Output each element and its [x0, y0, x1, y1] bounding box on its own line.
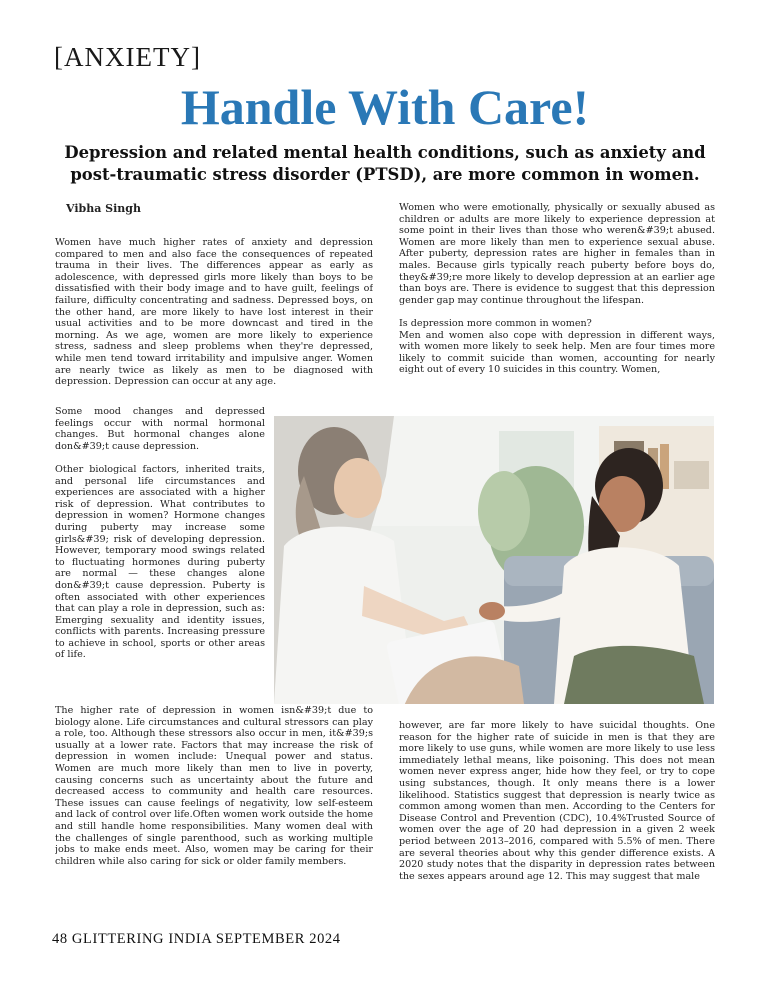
article-deck: Depression and related mental health conditions, such as anxiety and post-traumatic stress disorder (PTSD), are more common in women.	[64, 143, 706, 184]
body-column-right-top	[399, 202, 715, 408]
body-paragraph: however, are far more likely to have suicidal thoughts. One reason for the higher rate of suicide in men is that they are more likely to use guns, while women are more likely to use less immediately lethal means, like poisoning. This does not mean women never express anger, hide how they feel, or try to cope using substances, though. It only means there is a lower likelihood. Statistics suggest that depression is nearly twice as common among women than men. According to the Centers for Disease Control and Prevention (CDC), 10.4%Trusted Source of women over the age of 20 had depression in a given 2 week period between 2013–2016, compared with 5.5% of men. There are several theories about why this gender difference exists. A 2020 study notes that the disparity in depression rates between the sexes appears around age 12. This may suggest that male	[399, 720, 715, 882]
body-column-left-top	[55, 237, 373, 413]
body-paragraph: Other biological factors, inherited traits, and personal life circumstances and experiences are associated with a higher risk of depression. What contributes to depression in women? Hormone changes during puberty may increase some girls&#39; risk of developing depression. However, temporary mood swings related to fluctuating hormones during puberty are normal — these changes alone don&#39;t cause depression. Puberty is often associated with other experiences that can play a role in depression, such as: Emerging sexuality and identity issues, conflicts with parents. Increasing pressure to achieve in school, sports or other areas of life.	[55, 463, 265, 661]
subheading: Is depression more common in women?	[399, 317, 592, 329]
section-tag: [ANXIETY]	[54, 42, 201, 72]
body-paragraph: Women who were emotionally, physically or sexually abused as children or adults are more likely to experience depression at some point in their lives than those who weren&#39;t abused. Women are more likely than men to experience sexual abuse. After puberty, depression rates are higher in females than in males. Because girls typically reach puberty before boys do, they&#39;re more likely to develop depression at an earlier age than boys are. There is evidence to suggest that this depression gender gap may continue throughout the lifespan.	[399, 202, 715, 306]
body-column-right-bottom	[399, 720, 715, 918]
therapy-session-photo	[274, 416, 714, 704]
body-column-left-bottom	[55, 705, 373, 917]
page-footer: 48 GLITTERING INDIA SEPTEMBER 2024	[52, 931, 341, 947]
author-byline: Vibha Singh	[66, 202, 141, 215]
body-paragraph: Women have much higher rates of anxiety and depression compared to men and also face the consequences of repeated trauma in their lives. The differences appear as early as adolescence, with depressed girls more likely than boys to be dissatisfied with their body image and to have guilt, feelings of failure, difficulty concentrating and sadness. Depressed boys, on the other hand, are more likely to have lost interest in their usual activities and to be more downcast and tired in the morning. As we age, women are more likely to experience stress, sadness and sleep problems when they're depressed, while men tend toward irritability and impulsive anger. Women are nearly twice as likely as men to be diagnosed with depression. Depression can occur at any age.	[55, 237, 373, 388]
body-column-left-narrow	[55, 406, 265, 706]
body-paragraph: Men and women also cope with depression in different ways, with women more likely to seek help. Men are four times more likely to commit suicide than women, accounting for nearly eight out of every 10 suicides in this country. Women,	[399, 329, 715, 376]
article-headline: Handle With Care!	[180, 79, 590, 135]
body-paragraph: Some mood changes and depressed feelings occur with normal hormonal changes. But hormonal changes alone don&#39;t cause depression.	[55, 406, 265, 452]
body-paragraph: The higher rate of depression in women isn&#39;t due to biology alone. Life circumstances and cultural stressors can play a role, too. Although these stressors also occur in men, it&#39;s usually at a lower rate. Factors that may increase the risk of depression in women include: Unequal power and status. Women are much more likely than men to live in poverty, causing concerns such as uncertainty about the future and decreased access to community and health care resources. These issues can cause feelings of negativity, low self-esteem and lack of control over life.Often women work outside the home and still handle home responsibilities. Many women deal with the challenges of single parenthood, such as working multiple jobs to make ends meet. Also, women may be caring for their children while also caring for sick or older family members.	[55, 705, 373, 867]
